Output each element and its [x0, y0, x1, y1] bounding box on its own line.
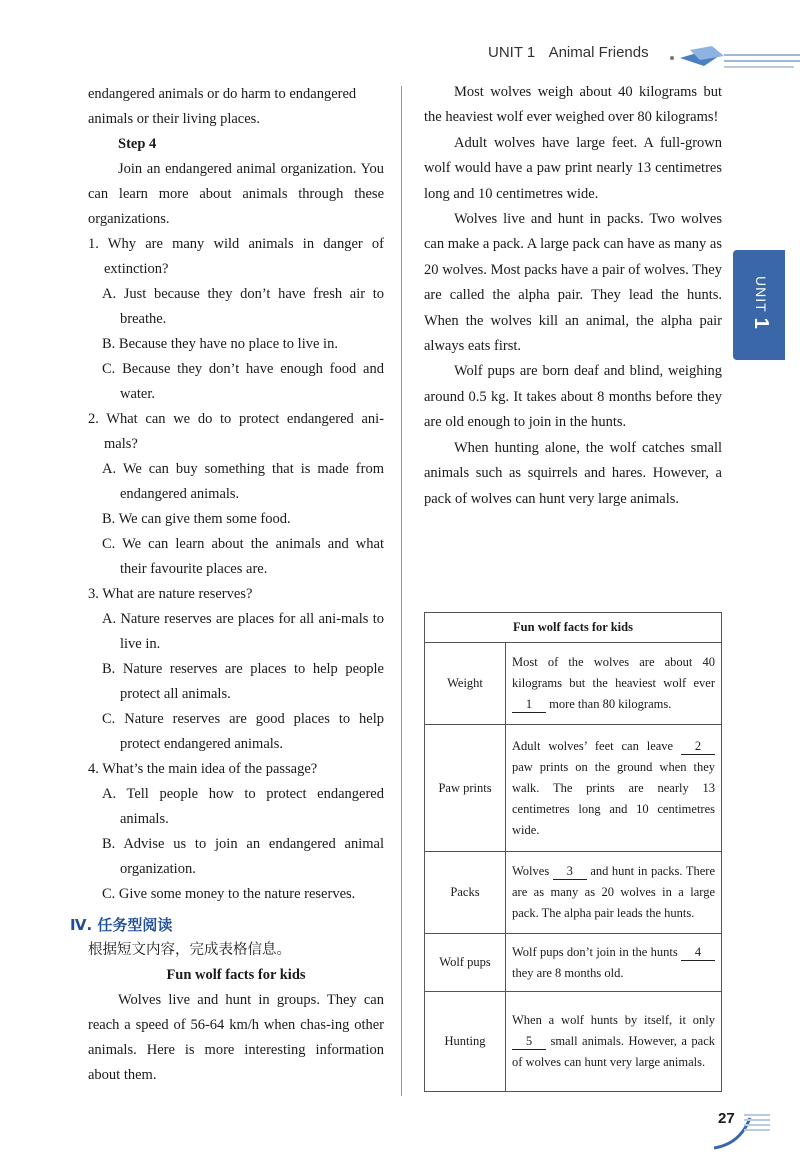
table-row	[425, 852, 722, 934]
question-2: 2. What can we do to protect endangered ani-mals?	[88, 411, 384, 452]
question-1-option-a: A. Just because they don’t have fresh air to breathe.	[102, 286, 384, 327]
left-column	[70, 82, 384, 1088]
step4-title: Step 4	[118, 136, 157, 152]
paragraph-pups: Wolf pups are born deaf and blind, weighing around 0.5 kg. It takes about 8 months before they are old enough to join in the hunts.	[424, 363, 722, 431]
intro-line-2: animals or their living places.	[88, 111, 260, 127]
running-header	[488, 44, 659, 61]
unit-tab-label: UNIT	[753, 276, 769, 313]
row-text-after: and hunt in packs. There are as many as 20 wolves in a large pack. The alpha pair leads the hunts.	[512, 864, 716, 920]
answer-blank-5[interactable]: 5	[512, 1033, 546, 1050]
column-divider	[401, 86, 402, 1096]
question-4-option-a: A. Tell people how to protect endangered animals.	[102, 786, 384, 827]
row-text-before: When a wolf hunts by itself, it only	[512, 1013, 715, 1027]
section-instruction: 根据短文内容，完成表格信息。	[88, 942, 291, 958]
table-row	[425, 992, 722, 1092]
section-title: Ⅳ. 任务型阅读	[70, 916, 173, 934]
unit-tab-number: 1	[750, 317, 772, 330]
table-header-row	[425, 613, 722, 643]
question-3-option-c: C. Nature reserves are good places to help protect endangered animals.	[102, 711, 384, 752]
paragraph-packs: Wolves live and hunt in packs. Two wolves can make a pack. A large pack can have as many as 20 wolves. Most packs have a pair of wolves. They are called the alpha pair. They lead the hunts. When the wolves kill an animal, the alpha pair always eats first.	[424, 211, 722, 355]
row-label-paw-prints: Paw prints	[425, 725, 506, 852]
row-label-weight: Weight	[425, 643, 506, 725]
row-text-after: they are 8 months old.	[512, 965, 624, 980]
row-text-hunting	[506, 992, 722, 1092]
row-text-before: Wolves	[512, 864, 550, 878]
question-2-option-a: A. We can buy something that is made from endangered animals.	[102, 461, 384, 502]
question-2-option-b: B. We can give them some food.	[102, 511, 291, 527]
table-row	[425, 934, 722, 992]
row-text-after: small animals. However, a pack of wolves can hunt very large animals.	[512, 1034, 715, 1069]
answer-blank-2[interactable]: 2	[681, 738, 715, 755]
row-text-after: paw prints on the ground when they walk. The prints are nearly 13 centimetres long and 10 centimetres wide.	[512, 759, 715, 837]
row-text-before: Adult wolves’ feet can leave	[512, 738, 674, 753]
question-4: 4. What’s the main idea of the passage?	[88, 761, 318, 777]
question-3-option-b: B. Nature reserves are places to help people protect all animals.	[102, 661, 384, 702]
step4-text: Join an endangered animal organization. You can learn more about animals through these organizations.	[88, 161, 384, 227]
unit-side-tab	[733, 250, 785, 360]
paragraph-paws: Adult wolves have large feet. A full-grown wolf would have a paw print nearly 13 centimetres long and 10 centimetres wide.	[424, 134, 722, 202]
question-3: 3. What are nature reserves?	[88, 586, 253, 602]
row-label-hunting: Hunting	[425, 992, 506, 1092]
answer-blank-3[interactable]: 3	[553, 863, 587, 880]
row-text-packs	[506, 852, 722, 934]
table-row	[425, 643, 722, 725]
wolf-facts-table	[424, 612, 722, 1092]
passage-title: Fun wolf facts for kids	[166, 967, 306, 983]
paragraph-hunting: When hunting alone, the wolf catches small animals such as squirrels and hares. However, a pack of wolves can hunt very large animals.	[424, 439, 722, 507]
question-1-option-b: B. Because they have no place to live in.	[102, 336, 338, 352]
answer-blank-4[interactable]: 4	[681, 944, 715, 961]
row-text-before: Most of the wolves are about 40 kilograms but the heaviest wolf ever	[512, 655, 715, 690]
row-text-before: Wolf pups don’t join in the hunts	[512, 944, 678, 959]
row-text-after: more than 80 kilograms.	[549, 697, 672, 711]
row-label-wolf-pups: Wolf pups	[425, 934, 506, 992]
paragraph-weight: Most wolves weigh about 40 kilograms but the heaviest wolf ever weighed over 80 kilograms!	[424, 84, 722, 126]
question-4-option-c: C. Give some money to the nature reserves.	[102, 886, 356, 902]
table-row	[425, 725, 722, 852]
header-decoration-icon	[660, 44, 800, 74]
answer-blank-1[interactable]: 1	[512, 696, 546, 713]
unit-tab-text	[749, 276, 772, 330]
intro-line-1: endangered animals or do harm to endangered	[88, 86, 357, 102]
row-label-packs: Packs	[425, 852, 506, 934]
header-title: Animal Friends	[548, 44, 649, 61]
header-unit: UNIT 1	[488, 44, 536, 61]
passage-intro: Wolves live and hunt in groups. They can reach a speed of 56-64 km/h when chas-ing other animals. Here is more interesting information about them.	[88, 992, 384, 1083]
table-title: Fun wolf facts for kids	[425, 613, 722, 643]
row-text-weight	[506, 643, 722, 725]
question-1: 1. Why are many wild animals in danger of extinction?	[88, 236, 384, 277]
page-number: 27	[718, 1110, 735, 1127]
right-column	[424, 80, 722, 512]
question-2-option-c: C. We can learn about the animals and what their favourite places are.	[102, 536, 384, 577]
row-text-paw-prints	[506, 725, 722, 852]
question-3-option-a: A. Nature reserves are places for all ani-mals to live in.	[102, 611, 384, 652]
row-text-wolf-pups	[506, 934, 722, 992]
question-1-option-c: C. Because they don’t have enough food and water.	[102, 361, 384, 402]
question-4-option-b: B. Advise us to join an endangered animal organization.	[102, 836, 384, 877]
